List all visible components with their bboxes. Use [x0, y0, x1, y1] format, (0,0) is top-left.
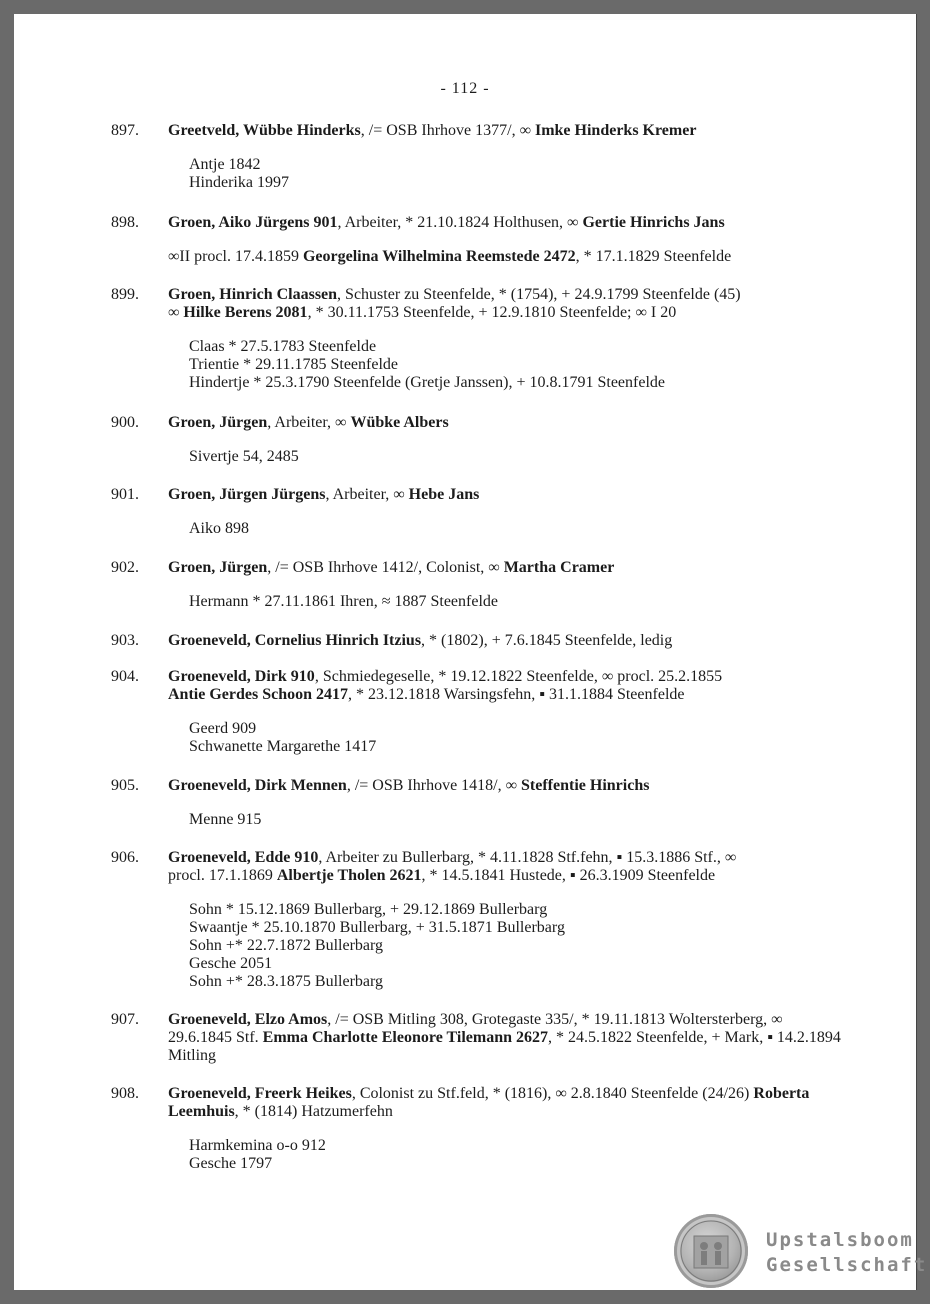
- children-list: [189, 448, 851, 466]
- person-name: Groeneveld, Dirk 910: [168, 668, 315, 685]
- entry-details: , /= OSB Mitling 308, Grotegaste 335/, * 19.11.1813 Woltersterberg, ∞ 29.6.1845 Stf.: [168, 1011, 783, 1046]
- entry-text: [168, 1011, 848, 1065]
- child-item: Schwanette Margarethe 1417: [189, 738, 377, 755]
- spouse-name: Wübke Albers: [350, 414, 449, 431]
- entry-text: [168, 632, 851, 650]
- child-item: Aiko 898: [189, 520, 249, 537]
- entry-903: [111, 632, 851, 650]
- entry-text: [168, 214, 851, 232]
- entry-number: 905.: [111, 777, 139, 794]
- brand-line-2: Gesellschaft: [766, 1254, 928, 1276]
- entry-898: [111, 214, 851, 266]
- entry-text: [168, 559, 851, 577]
- entry-details: , /= OSB Ihrhove 1418/, ∞: [346, 777, 522, 794]
- spouse-name: Martha Cramer: [503, 559, 615, 576]
- spouse-name: Albertje Tholen 2621: [276, 867, 422, 884]
- spouse-name: Gertie Hinrichs Jans: [582, 214, 725, 231]
- entry-number: 907.: [111, 1011, 139, 1028]
- entry-details: , Schuster zu Steenfelde, * (1754), + 24.9.1799 Steenfelde (45): [337, 286, 741, 303]
- spouse-name: Emma Charlotte Eleonore Tilemann 2627: [262, 1029, 548, 1046]
- entry-text: [168, 777, 851, 795]
- person-name: Groen, Hinrich Claassen: [168, 286, 338, 303]
- entry-details: , * 30.11.1753 Steenfelde, + 12.9.1810 Steenfelde; ∞ I 20: [307, 304, 677, 321]
- entry-902: [111, 559, 851, 611]
- spouse-name: Hebe Jans: [408, 486, 480, 503]
- document-page: [14, 14, 928, 1290]
- child-item: Hermann * 27.11.1861 Ihren, ≈ 1887 Steenfelde: [189, 593, 498, 610]
- children-list: [189, 720, 851, 756]
- entry-details: , /= OSB Ihrhove 1412/, Colonist, ∞: [267, 559, 504, 576]
- children-list: [189, 901, 851, 991]
- entry-899: [111, 286, 851, 392]
- entry-number: 898.: [111, 214, 139, 231]
- society-brand: [766, 1228, 927, 1278]
- entry-text: [168, 849, 851, 885]
- entry-details: , Arbeiter, ∞: [267, 414, 351, 431]
- entry-900: [111, 414, 851, 466]
- children-list: [189, 593, 851, 611]
- child-item: Sohn +* 28.3.1875 Bullerbarg: [189, 973, 384, 990]
- spouse-name: Antie Gerdes Schoon 2417: [168, 686, 348, 703]
- entry-number: 904.: [111, 668, 139, 685]
- children-list: [189, 338, 851, 392]
- entry-901: [111, 486, 851, 538]
- entry-text: [168, 414, 851, 432]
- entry-details: , Colonist zu Stf.feld, * (1816), ∞ 2.8.1840 Steenfelde (24/26): [351, 1085, 754, 1102]
- entry-details: , * (1802), + 7.6.1845 Steenfelde, ledig: [421, 632, 673, 649]
- entry-number: 906.: [111, 849, 139, 866]
- entry-904: [111, 668, 851, 756]
- brand-line-1: Upstalsboom: [766, 1229, 914, 1251]
- child-item: Claas * 27.5.1783 Steenfelde: [189, 338, 377, 355]
- spouse-name: Hilke Berens 2081: [183, 304, 308, 321]
- entry-details: , Schmiedegeselle, * 19.12.1822 Steenfelde, ∞ procl. 25.2.1855: [314, 668, 723, 685]
- child-item: Gesche 2051: [189, 955, 273, 972]
- spouse-name: Steffentie Hinrichs: [521, 777, 650, 794]
- person-name: Groeneveld, Cornelius Hinrich Itzius: [168, 632, 422, 649]
- child-item: Harmkemina o-o 912: [189, 1137, 326, 1154]
- child-item: Hindertje * 25.3.1790 Steenfelde (Gretje Janssen), + 10.8.1791 Steenfelde: [189, 374, 666, 391]
- entry-details: , * 14.5.1841 Hustede, ▪ 26.3.1909 Steenfelde: [421, 867, 716, 884]
- entry-details: ∞: [168, 304, 184, 321]
- person-name: Greetveld, Wübbe Hinderks: [168, 122, 361, 139]
- child-item: Menne 915: [189, 811, 262, 828]
- entry-907: [111, 1011, 851, 1065]
- entry-number: 903.: [111, 632, 139, 649]
- person-name: Groen, Jürgen: [168, 414, 268, 431]
- entry-text: [168, 286, 851, 322]
- person-name: Groeneveld, Freerk Heikes: [168, 1085, 352, 1102]
- spouse-name: Roberta Leemhuis: [168, 1085, 810, 1120]
- spouse-name: Georgelina Wilhelmina Reemstede 2472: [302, 248, 576, 265]
- entry-details: ∞II procl. 17.4.1859: [168, 248, 303, 265]
- person-name: Groen, Aiko Jürgens 901: [168, 214, 338, 231]
- entry-text: [168, 1085, 848, 1121]
- society-seal-icon: [674, 1214, 748, 1288]
- entry-details: procl. 17.1.1869: [168, 867, 277, 884]
- entry-number: 900.: [111, 414, 139, 431]
- spouse-name: Imke Hinderks Kremer: [534, 122, 697, 139]
- entry-908: [111, 1085, 851, 1173]
- child-item: Gesche 1797: [189, 1155, 273, 1172]
- children-list: [189, 1137, 851, 1173]
- entry-906: [111, 849, 851, 991]
- child-item: Hinderika 1997: [189, 174, 289, 191]
- child-item: Sohn * 15.12.1869 Bullerbarg, + 29.12.1869 Bullerbarg: [189, 901, 548, 918]
- child-item: Geerd 909: [189, 720, 257, 737]
- entry-text: [168, 486, 851, 504]
- child-item: Sivertje 54, 2485: [189, 448, 299, 465]
- entry-number: 902.: [111, 559, 139, 576]
- entry-number: 897.: [111, 122, 139, 139]
- person-name: Groeneveld, Elzo Amos: [168, 1011, 328, 1028]
- child-item: Swaantje * 25.10.1870 Bullerbarg, + 31.5.1871 Bullerbarg: [189, 919, 565, 936]
- entry-details: , * (1814) Hatzumerfehn: [234, 1103, 393, 1120]
- page-number: - 112 -: [440, 80, 490, 97]
- child-item: Sohn +* 22.7.1872 Bullerbarg: [189, 937, 384, 954]
- children-list: [189, 811, 851, 829]
- child-item: Antje 1842: [189, 156, 261, 173]
- entry-details: , Arbeiter, * 21.10.1824 Holthusen, ∞: [337, 214, 583, 231]
- entry-details: , /= OSB Ihrhove 1377/, ∞: [360, 122, 535, 139]
- entry-details: , * 24.5.1822 Steenfelde, + Mark, ▪ 14.2.1894 Mitling: [168, 1029, 841, 1064]
- children-list: [189, 156, 851, 192]
- person-name: Groeneveld, Edde 910: [168, 849, 319, 866]
- entry-897: [111, 122, 851, 192]
- entry-text: [168, 122, 851, 140]
- entry-details: , * 17.1.1829 Steenfelde: [575, 248, 732, 265]
- entry-details: , * 23.12.1818 Warsingsfehn, ▪ 31.1.1884 Steenfelde: [348, 686, 685, 703]
- entry-number: 908.: [111, 1085, 139, 1102]
- child-item: Trientie * 29.11.1785 Steenfelde: [189, 356, 399, 373]
- entry-text: [168, 668, 851, 704]
- person-name: Groen, Jürgen: [168, 559, 268, 576]
- children-list: [189, 520, 851, 538]
- entry-details: , Arbeiter zu Bullerbarg, * 4.11.1828 Stf.fehn, ▪ 15.3.1886 Stf., ∞: [318, 849, 737, 866]
- entry-905: [111, 777, 851, 829]
- second-marriage: [168, 248, 851, 266]
- entry-details: , Arbeiter, ∞: [325, 486, 409, 503]
- person-name: Groen, Jürgen Jürgens: [168, 486, 326, 503]
- entry-number: 901.: [111, 486, 139, 503]
- person-name: Groeneveld, Dirk Mennen: [168, 777, 347, 794]
- entry-number: 899.: [111, 286, 139, 303]
